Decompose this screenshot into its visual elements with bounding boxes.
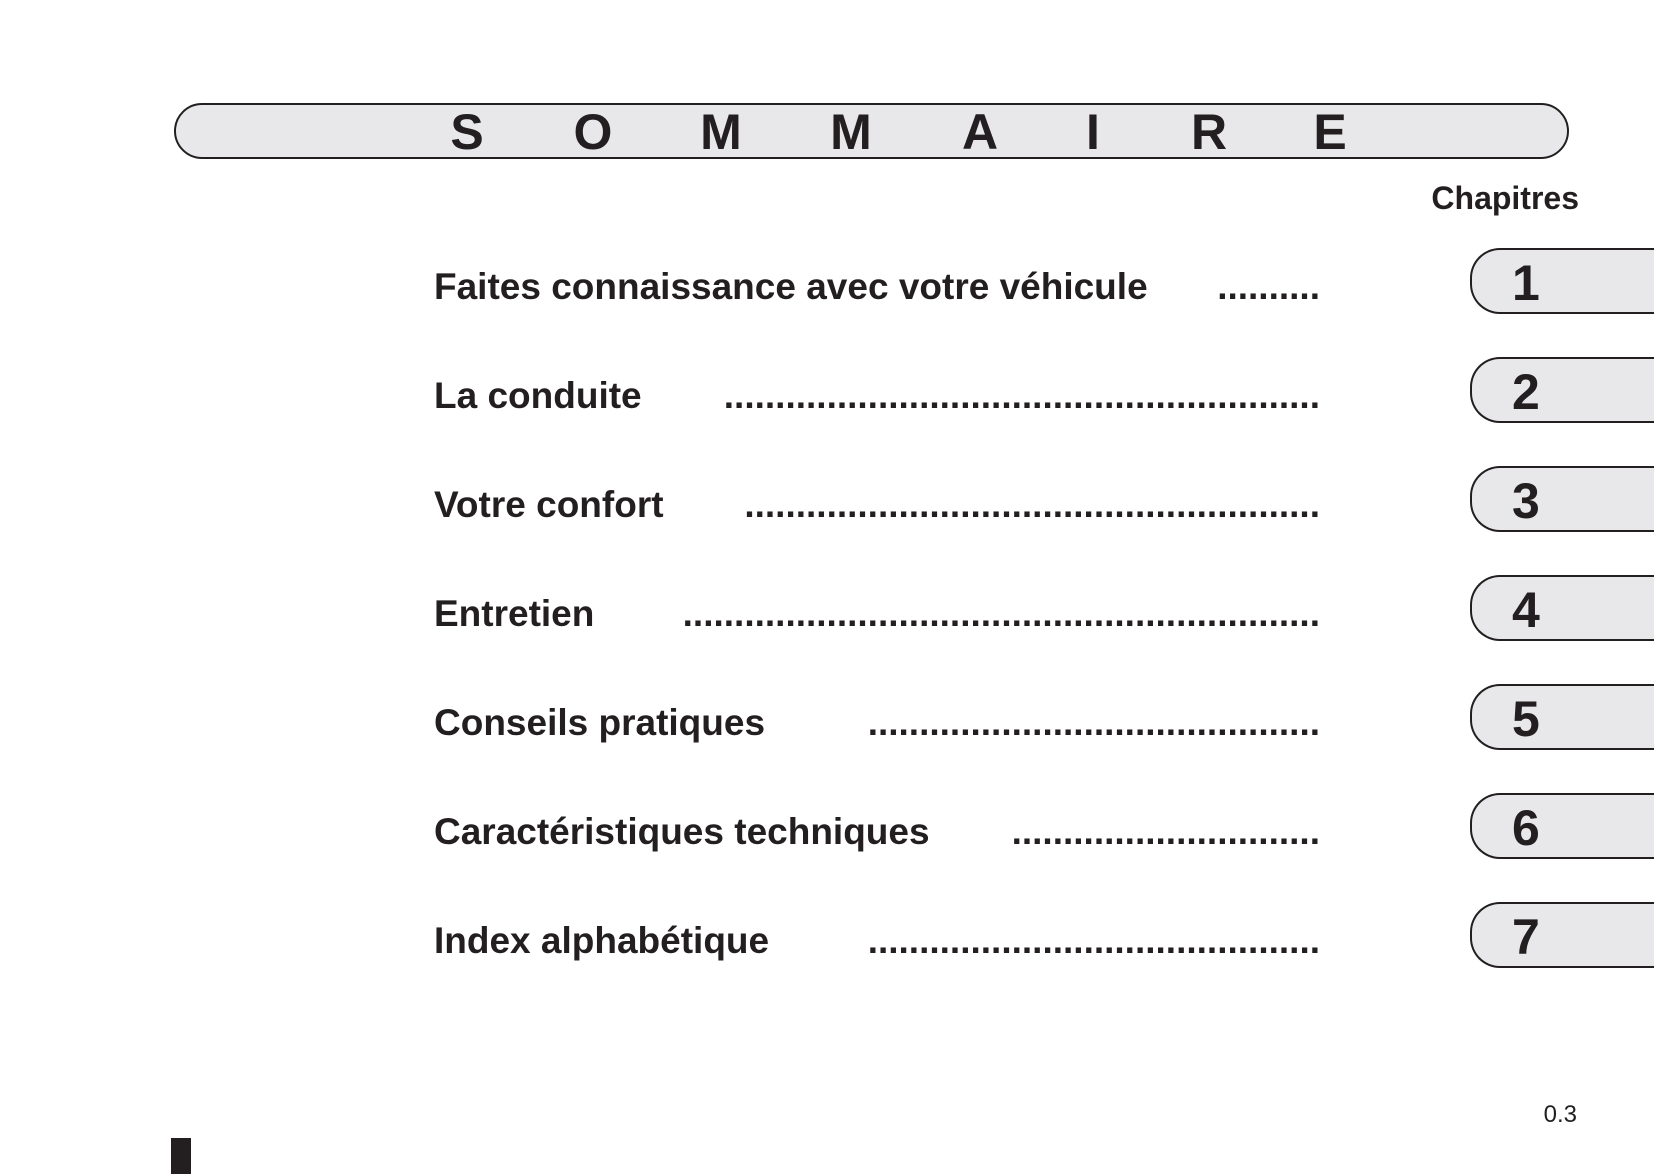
- toc-leader-dots: ..........: [1217, 266, 1320, 307]
- chapter-number: 5: [1512, 691, 1540, 747]
- chapter-tab-5[interactable]: [1470, 684, 1654, 750]
- toc-entry-label: Conseils pratiques: [434, 702, 766, 743]
- chapter-tab-3[interactable]: [1470, 466, 1654, 532]
- chapter-tab-6[interactable]: [1470, 793, 1654, 859]
- toc-entry-2[interactable]: [434, 371, 1320, 421]
- chapters-header: Chapitres: [1431, 180, 1579, 216]
- chapter-number: 1: [1512, 255, 1540, 311]
- toc-entry-label: Votre confort: [434, 484, 664, 525]
- toc-entry-7[interactable]: [434, 916, 1320, 966]
- toc-leader-dots: ............................................: [867, 702, 1320, 743]
- toc-entry-1[interactable]: [434, 262, 1320, 312]
- title-letter: R: [1190, 104, 1228, 160]
- toc-leader-dots: ..........................................................: [723, 375, 1320, 416]
- chapter-number: 2: [1512, 364, 1540, 420]
- toc-entry-label: Faites connaissance avec votre véhicule: [434, 266, 1148, 307]
- title-letter: S: [450, 104, 484, 160]
- chapter-tab-1[interactable]: [1470, 248, 1654, 314]
- title-letter: E: [1313, 104, 1347, 160]
- page-number: 0.3: [1543, 1101, 1577, 1128]
- toc-entry-label: La conduite: [434, 375, 642, 416]
- toc-leader-dots: ..............................................................: [682, 593, 1320, 634]
- title-letter: A: [961, 104, 999, 160]
- toc-entry-3[interactable]: [434, 480, 1320, 530]
- title-letter: M: [700, 104, 742, 160]
- chapter-number: 4: [1512, 582, 1540, 638]
- toc-entry-5[interactable]: [434, 698, 1320, 748]
- title-letter: M: [830, 104, 872, 160]
- title-letter: O: [573, 104, 613, 160]
- toc-leader-dots: ..............................: [1011, 811, 1320, 852]
- toc-leader-dots: ........................................................: [744, 484, 1320, 525]
- toc-entry-label: Index alphabétique: [434, 920, 770, 961]
- toc-entry-label: Caractéristiques techniques: [434, 811, 930, 852]
- chapter-tab-4[interactable]: [1470, 575, 1654, 641]
- corner-registration-mark: [171, 1138, 191, 1174]
- toc-entry-4[interactable]: [434, 589, 1320, 639]
- toc-leader-dots: ............................................: [867, 920, 1320, 961]
- chapter-number: 3: [1512, 473, 1540, 529]
- chapter-number: 7: [1512, 909, 1540, 965]
- chapter-tab-7[interactable]: [1470, 902, 1654, 968]
- chapter-tab-2[interactable]: [1470, 357, 1654, 423]
- title-letter: I: [1086, 104, 1100, 160]
- toc-entry-label: Entretien: [434, 593, 595, 634]
- chapter-number: 6: [1512, 800, 1540, 856]
- toc-entry-6[interactable]: [434, 807, 1320, 857]
